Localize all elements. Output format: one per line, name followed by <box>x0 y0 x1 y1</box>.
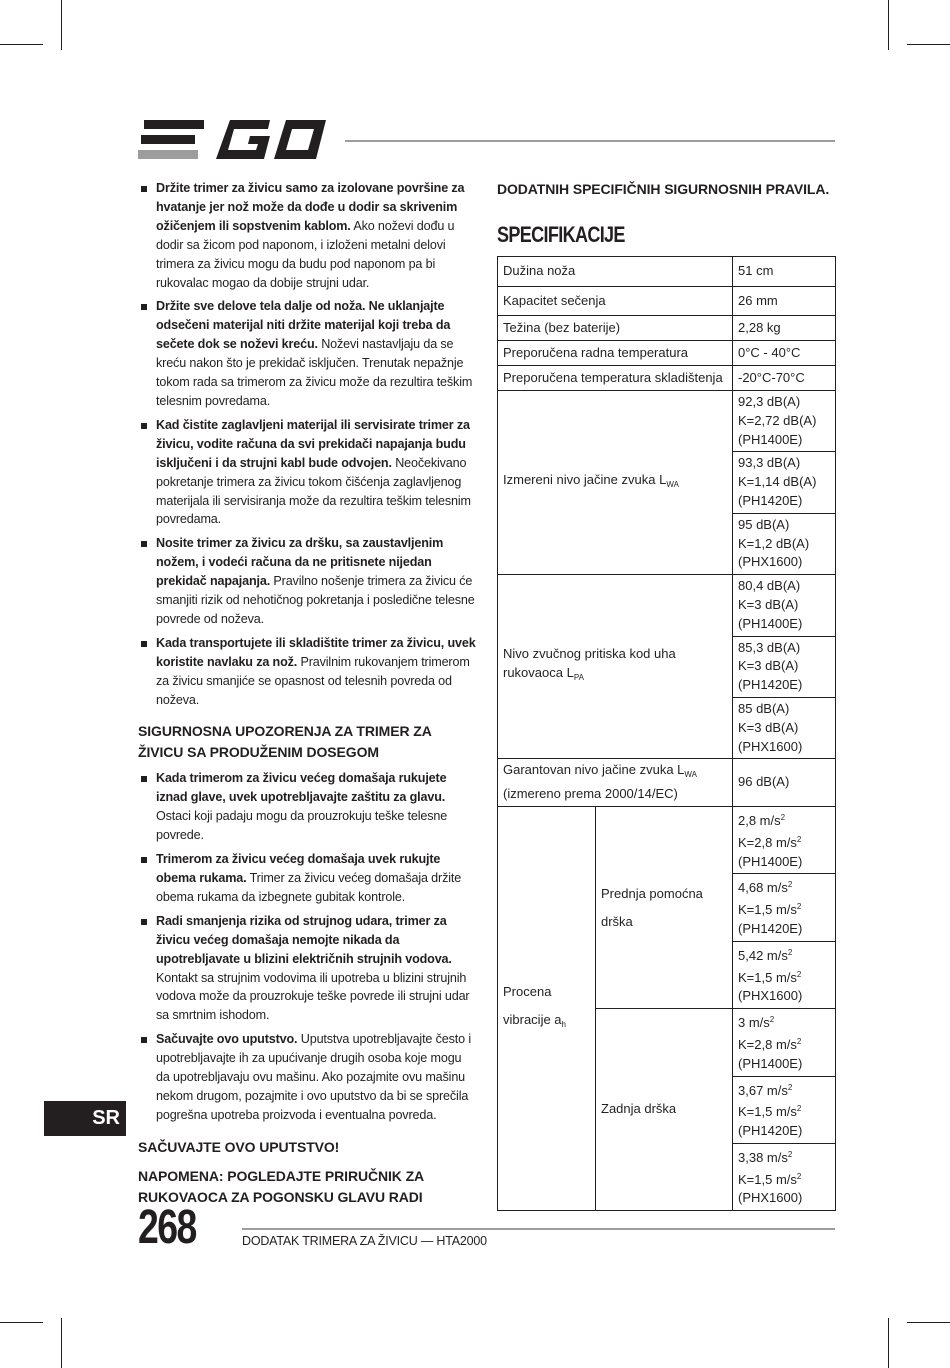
table-row <box>498 287 836 316</box>
spec-label: Izmereni nivo jačine zvuka $L_{WA}$ <box>498 391 733 575</box>
spec-sublabel: Zadnja drška <box>596 1009 733 1211</box>
spec-value: 80,4 dB(A) K=3 dB(A) (PH1400E) <box>733 575 836 636</box>
spec-sublabel: Prednja pomoćna drška <box>596 806 733 1008</box>
spec-value: 96 dB(A) <box>733 759 836 807</box>
save-heading: SAČUVAJTE OVO UPUTSTVO! <box>138 1138 340 1155</box>
list-item: Trimerom za živicu većeg domašaja uvek rukujte obema rukama. Trimer za živicu većeg domašaja držite obema rukama da izbegnete gubitak kontrole. <box>138 850 478 907</box>
spec-value: 3 $m/s^2$ K=2,8 $m/s^2$ (PH1400E) <box>733 1009 836 1076</box>
spec-label: Težina (bez baterije) <box>498 316 733 341</box>
list-item: Sačuvajte ovo uputstvo. Uputstva upotrebljavajte često i upotrebljavajte ih za upućivanje drugih osoba koje mogu da upotrebljavaju ovu mašinu. Ako pozajmite ovu mašinu nekom drugom, pozajmite i ovo uputstvo da bi se sprečila pogrešna upotreba proizvoda i eventualna povreda. <box>138 1030 478 1125</box>
left-column <box>138 179 478 1214</box>
spec-table <box>497 256 836 1211</box>
ego-logo <box>138 118 328 162</box>
list-item: Kada trimerom za živicu većeg domašaja rukujete iznad glave, uvek upotrebljavajte zaštitu za glavu. Ostaci koji padaju mogu da prouzrokuju teške telesne povrede. <box>138 769 478 845</box>
spec-value: 3,38 $m/s^2$ K=1,5 $m/s^2$ (PHX1600) <box>733 1143 836 1210</box>
header-rule <box>345 140 835 142</box>
spec-value: 93,3 dB(A) K=1,14 dB(A) (PH1420E) <box>733 452 836 513</box>
right-column <box>497 179 837 248</box>
spec-label: Preporučena temperatura skladištenja <box>498 366 733 391</box>
spec-value: 95 dB(A) K=1,2 dB(A) (PHX1600) <box>733 513 836 574</box>
crop-mark <box>888 1318 889 1368</box>
section-heading: SIGURNOSNA UPOZORENJA ZA TRIMER ZA ŽIVICU SA PRODUŽENIM DOSEGOM <box>138 723 432 761</box>
continued-text: DODATNIH SPECIFIČNIH SIGURNOSNIH PRAVILA. <box>497 181 830 197</box>
list-item: Nosite trimer za živicu za dršku, sa zaustavljenim nožem, i vodeći računa da ne pritisnete nijedan prekidač napajanja. Pravilno nošenje trimera za živicu će smanjiti rizik od nehotičnog pokretanja i posledične telesne povrede od noževa. <box>138 534 478 629</box>
spec-value: 2,8 $m/s^2$ K=2,8 $m/s^2$ (PH1400E) <box>733 806 836 873</box>
note-heading: NAPOMENA: POGLEDAJTE PRIRUČNIK ZA RUKOVAOCA ZA POGONSKU GLAVU RADI <box>138 1167 424 1205</box>
table-row <box>498 575 836 636</box>
spec-value: 4,68 $m/s^2$ K=1,5 $m/s^2$ (PH1420E) <box>733 874 836 941</box>
table-row <box>498 391 836 452</box>
crop-mark <box>0 1322 43 1323</box>
spec-label: Nivo zvučnog pritiska kod uha rukovaoca $L_{PA}$ <box>498 575 733 759</box>
list-item: Držite trimer za živicu samo za izolovane površine za hvatanje jer nož može da dođe u dodir sa skrivenim ožičenjem ili sopstvenim kablom. Ako noževi dođu u dodir sa žicom pod naponom, i izloženi metalni delovi trimera za živicu mogu da budu pod naponom pa bi rukovalac mogao da dobije strujni udar. <box>138 179 478 292</box>
spec-label: Preporučena radna temperatura <box>498 341 733 366</box>
spec-value: -20°C-70°C <box>733 366 836 391</box>
crop-mark <box>0 44 43 45</box>
table-row <box>498 257 836 287</box>
spec-label: Procena vibracije $a_h$ <box>498 806 596 1210</box>
list-item: Kad čistite zaglavljeni materijal ili servisirate trimer za živicu, vodite računa da svi prekidači napajanja budu isključeni i da strujni kabl bude odvojen. Neočekivano pokretanje trimera za živicu tokom čišćenja zaglavljenog materijala ili servisiranja može da rezultira teškim telesnim povredama. <box>138 416 478 529</box>
list-item: Radi smanjenja rizika od strujnog udara, trimer za živicu većeg domašaja nemojte nikada da upotrebljavate u blizini električnih strujnih vodova. Kontakt sa strujnim vodovima ili upotreba u blizini strujnih vodova može da prouzrokuje teške povrede ili strujni udar sa smrtnim ishodom. <box>138 912 478 1025</box>
spec-value: 26 mm <box>733 287 836 316</box>
spec-label: Garantovan nivo jačine zvuka $L_{WA}$ (izmereno prema 2000/14/EC) <box>498 759 733 807</box>
crop-mark <box>61 0 62 50</box>
spec-value: 2,28 kg <box>733 316 836 341</box>
spec-value: 51 cm <box>733 257 836 287</box>
table-row <box>498 759 836 807</box>
spec-title: SPECIFIKACIJE <box>497 222 625 247</box>
spec-value: 92,3 dB(A) K=2,72 dB(A) (PH1400E) <box>733 391 836 452</box>
spec-value: 5,42 $m/s^2$ K=1,5 $m/s^2$ (PHX1600) <box>733 941 836 1008</box>
table-row <box>498 806 836 873</box>
table-row <box>498 341 836 366</box>
spec-label: Dužina noža <box>498 257 733 287</box>
spec-value: 3,67 $m/s^2$ K=1,5 $m/s^2$ (PH1420E) <box>733 1076 836 1143</box>
language-tab: SR <box>44 1101 126 1136</box>
crop-mark <box>61 1318 62 1368</box>
footer-text: DODATAK TRIMERA ZA ŽIVICU — HTA2000 <box>242 1234 487 1248</box>
spec-value: 85 dB(A) K=3 dB(A) (PHX1600) <box>733 697 836 758</box>
footer-rule <box>242 1228 835 1230</box>
list-item: Držite sve delove tela dalje od noža. Ne uklanjajte odsečeni materijal niti držite materijal koji treba da sečete dok se noževi kreću. Noževi nastavljaju da se kreću nakon što je prekidač isključen. Trenutak nepažnje tokom rada sa trimerom za živicu može da rezultira teškim telesnim povredama. <box>138 297 478 410</box>
list-item: Kada transportujete ili skladištite trimer za živicu, uvek koristite navlaku za nož. Pravilnim rukovanjem trimerom za živicu smanjiće se opasnost od telesnih povreda od noževa. <box>138 634 478 710</box>
spec-value: 0°C - 40°C <box>733 341 836 366</box>
table-row <box>498 366 836 391</box>
crop-mark <box>907 1322 950 1323</box>
crop-mark <box>907 44 950 45</box>
spec-value: 85,3 dB(A) K=3 dB(A) (PH1420E) <box>733 636 836 697</box>
table-row <box>498 316 836 341</box>
crop-mark <box>888 0 889 50</box>
page-number: 268 <box>138 1201 196 1254</box>
spec-label: Kapacitet sečenja <box>498 287 733 316</box>
